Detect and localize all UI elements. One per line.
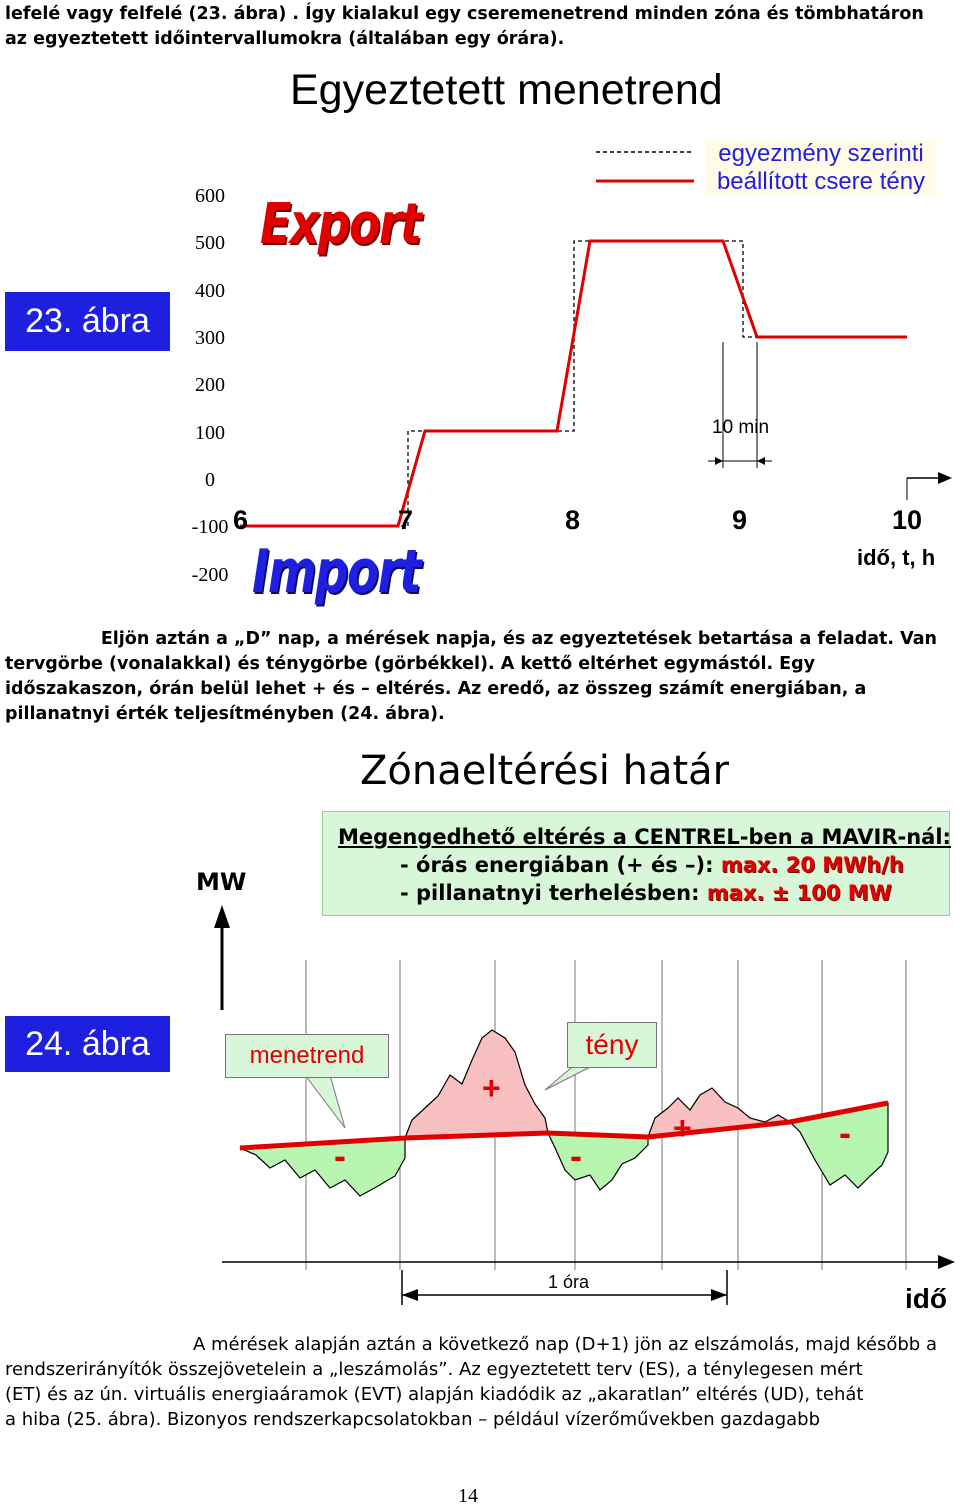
y-tick-400: 400 [195, 280, 225, 302]
figure-24-label: 24. ábra [5, 1016, 170, 1072]
power-tolerance-value: max. ± 100 MW [706, 881, 892, 905]
middle-line-2: tervgörbe (vonalakkal) és ténygörbe (görbékkel). A kettő eltérhet egymástól. Egy [5, 654, 816, 674]
figure-24-title: Zónaeltérési határ [360, 748, 730, 794]
plus-sign-1: + [482, 1070, 501, 1106]
tolerance-box-title: Megengedhető eltérés a CENTREL-ben a MAVIR-nál: [338, 825, 951, 849]
y-tick-minus-100: -100 [191, 516, 229, 538]
figure-24-x-axis-label: idő [905, 1283, 947, 1314]
actual-callout: tény [567, 1022, 657, 1068]
outro-line-4: a hiba (25. ábra). Bizonyos rendszerkapcsolatokban – például vízerőművekben gazdagabb [5, 1409, 821, 1430]
schedule-callout: menetrend [225, 1034, 389, 1078]
figure-23-label: 23. ábra [5, 292, 170, 351]
y-tick-600: 600 [195, 185, 225, 207]
x-tick-7: 7 [398, 505, 414, 535]
legend-solid-label: beállított csere tény [716, 168, 926, 195]
export-label: Export [260, 192, 421, 257]
hour-label: 1 óra [548, 1272, 590, 1292]
y-tick-500: 500 [195, 232, 225, 254]
y-axis-arrowhead [214, 905, 230, 928]
minus-sign-1: - [334, 1135, 346, 1176]
ramp-label: 10 min [712, 417, 770, 438]
minus-sign-2: - [570, 1135, 582, 1176]
y-tick-300: 300 [195, 327, 225, 349]
middle-line-1: Eljön aztán a „D” nap, a mérések napja, és az egyeztetések betartása a feladat. Van [100, 629, 937, 649]
figure-23-x-axis-label: idő, t, h [857, 545, 936, 570]
intro-line-2: az egyeztetett időintervallumokra (általában egy órára). [5, 29, 565, 49]
y-tick-200: 200 [195, 374, 225, 396]
y-tick-100: 100 [195, 422, 225, 444]
minus-sign-3: - [839, 1112, 851, 1153]
middle-line-3: időszakaszon, órán belül lehet + és – eltérés. Az eredő, az összeg számít energiában, a [5, 679, 867, 699]
page-number: 14 [458, 1485, 478, 1507]
power-tolerance-label: - pillanatnyi terhelésben: [400, 881, 700, 905]
hour-arrow-right [711, 1289, 727, 1301]
x-tick-6: 6 [233, 505, 249, 535]
schedule-callout-pointer [305, 1075, 345, 1128]
surplus-area-1 [405, 1030, 548, 1138]
plus-sign-2: + [673, 1110, 692, 1146]
middle-line-4: pillanatnyi érték teljesítményben (24. ábra). [5, 704, 445, 724]
energy-tolerance-label: - órás energiában (+ és –): [400, 853, 714, 877]
y-tick-minus-200: -200 [191, 564, 229, 586]
x-tick-9: 9 [732, 505, 748, 535]
y-tick-0: 0 [205, 469, 215, 491]
figure-24-y-axis-label: MW [196, 868, 247, 896]
deficit-area-2 [548, 1133, 648, 1190]
energy-tolerance-value: max. 20 MWh/h [720, 853, 904, 877]
legend-dashed-label: egyezmény szerinti [718, 140, 924, 167]
outro-line-2: rendszerirányítók összejövetelein a „leszámolás”. Az egyeztetett terv (ES), a ténylegesen mért [5, 1359, 863, 1380]
outro-line-1: A mérések alapján aztán a következő nap (D+1) jön az elszámolás, majd később a [192, 1334, 937, 1355]
time-axis-arrowhead [938, 1255, 955, 1269]
outro-line-3: (ET) és az ún. virtuális energiaáramok (EVT) alapján kiadódik az „akaratlan” eltérés (UD), tehát [5, 1384, 864, 1405]
import-label: Import [252, 537, 420, 607]
x-tick-10: 10 [892, 505, 923, 535]
x-tick-8: 8 [565, 505, 581, 535]
intro-line-1: lefelé vagy felfelé (23. ábra) . Így kialakul egy cseremenetrend minden zóna és tömbhatáron [5, 4, 924, 24]
figure-23-title: Egyeztetett menetrend [290, 66, 723, 114]
hour-arrow-left [402, 1289, 418, 1301]
